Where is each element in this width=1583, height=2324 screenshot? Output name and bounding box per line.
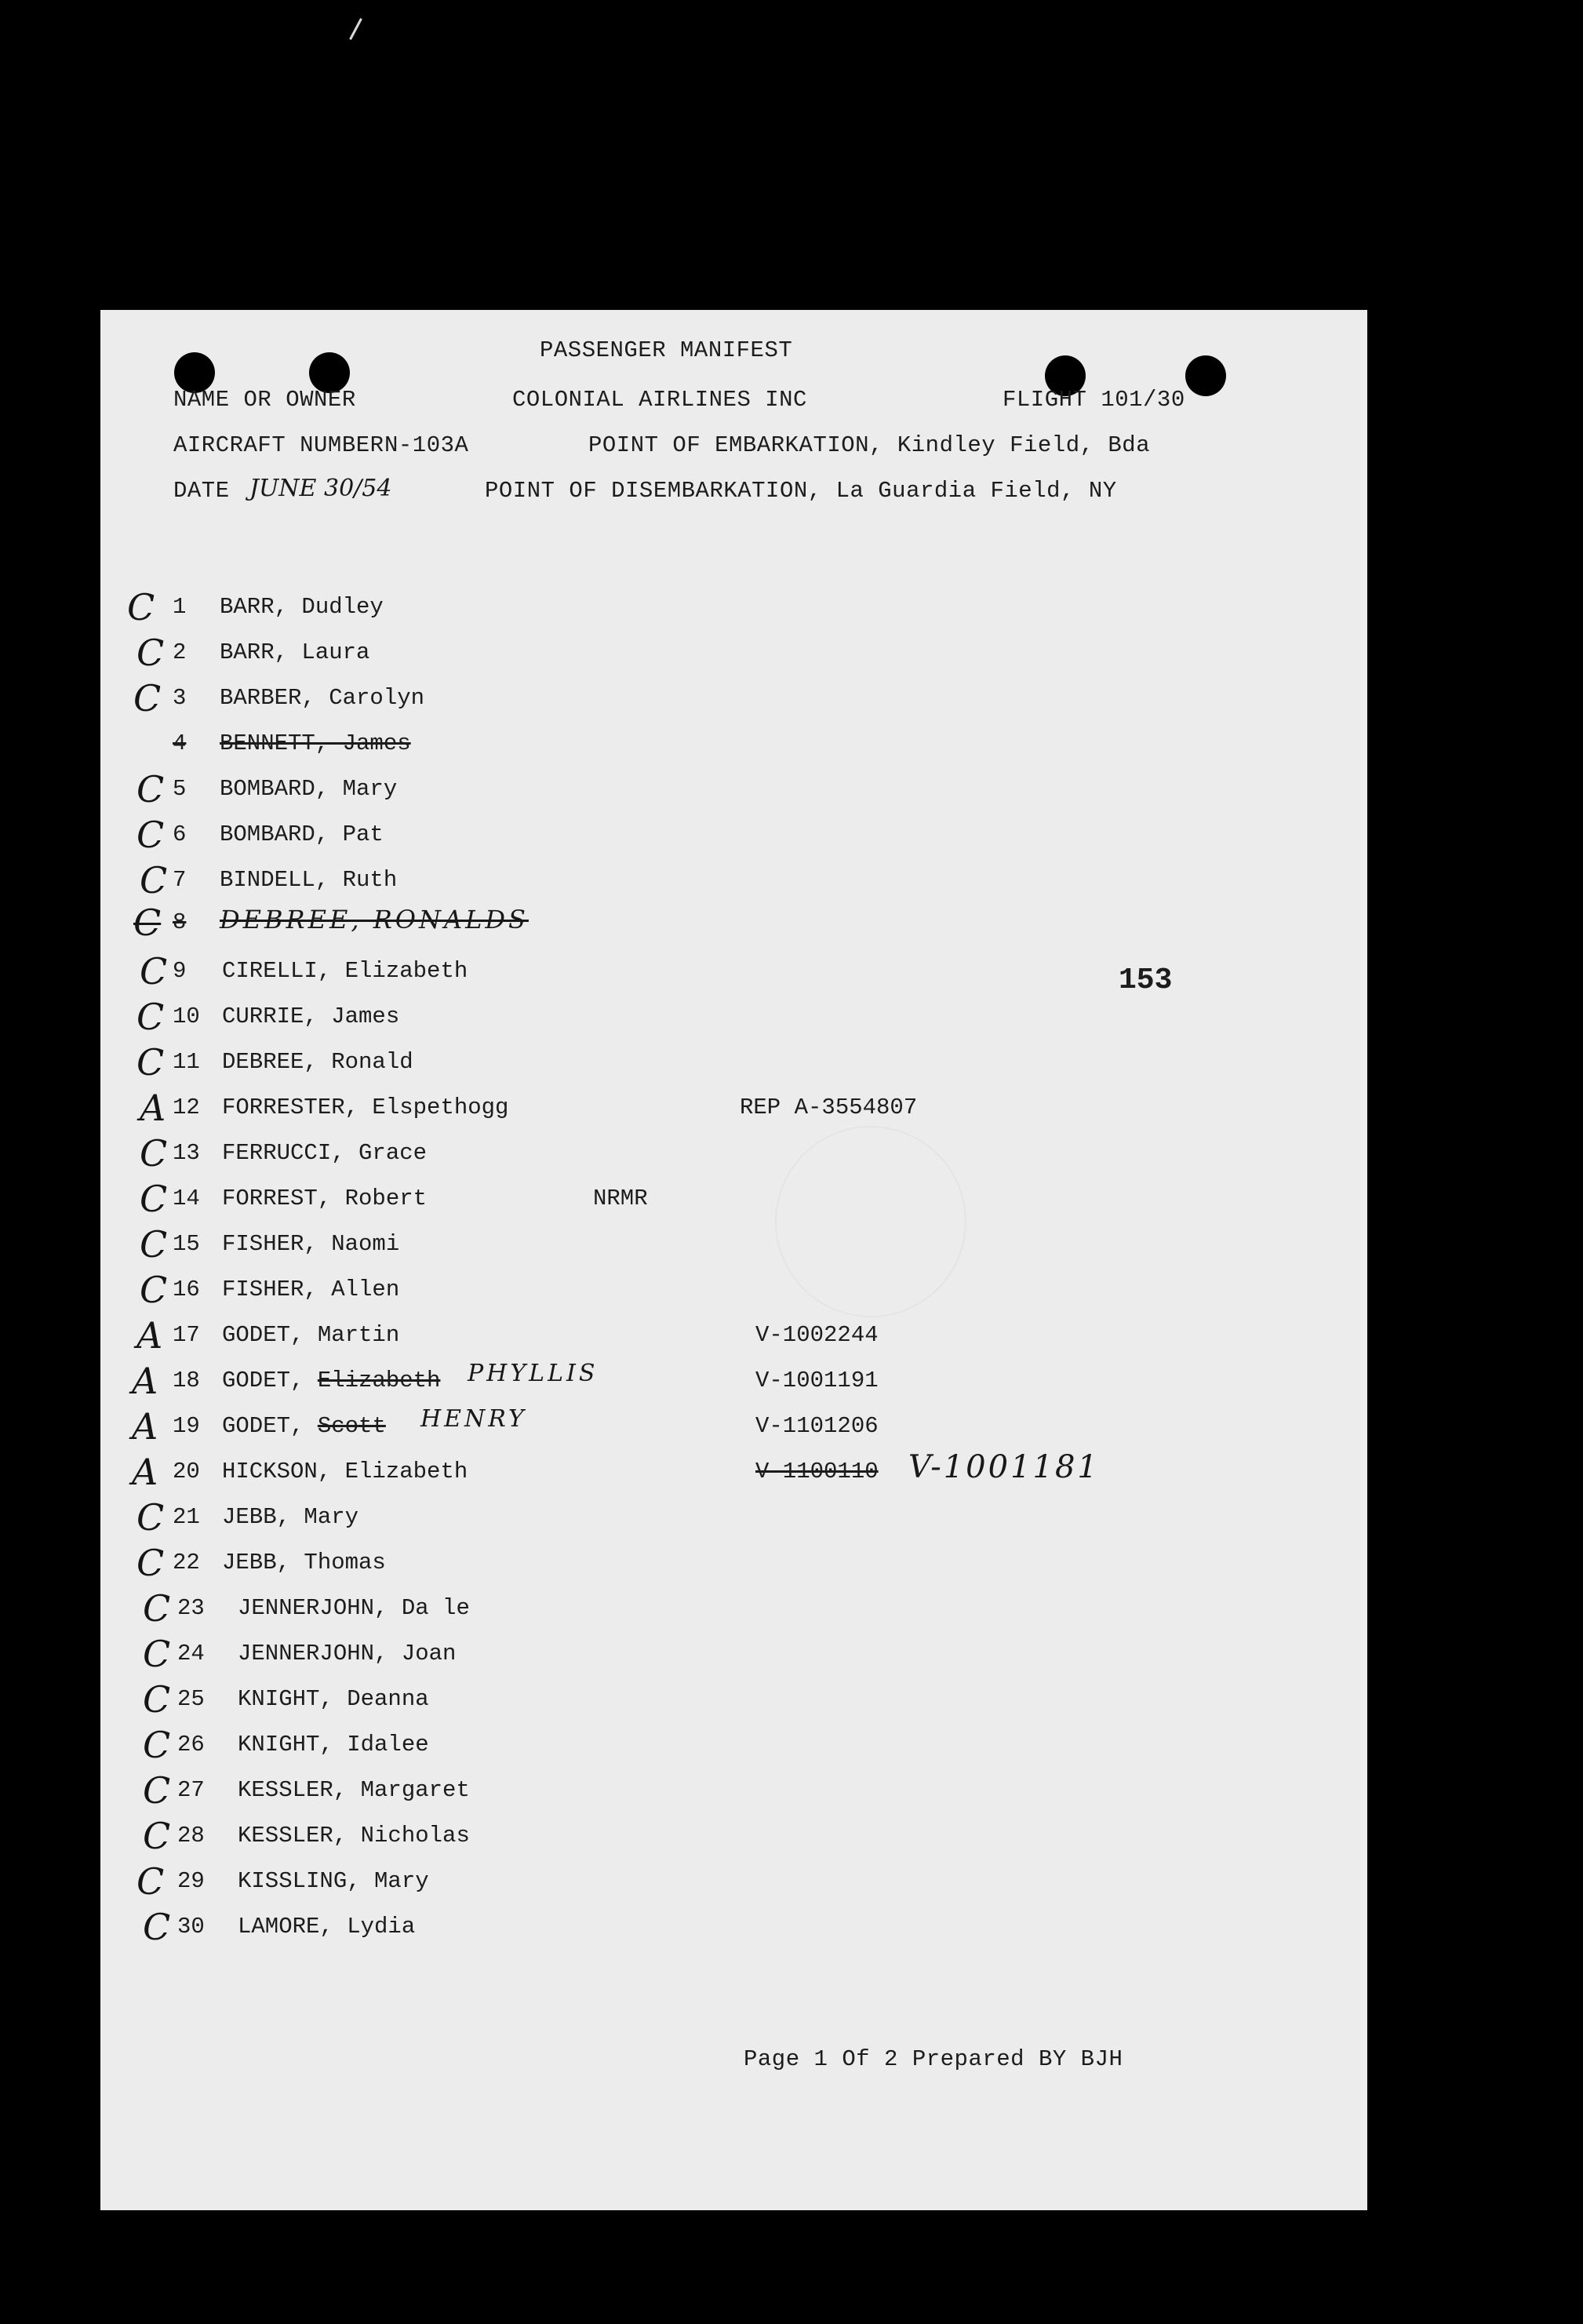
owner-value: COLONIAL AIRLINES INC [512,387,807,413]
passenger-name: CURRIE, James [222,1004,400,1029]
passenger-note: REP A-3554807 [740,1095,918,1120]
seq-number: 3 [173,685,187,711]
class-code: A [132,1405,158,1448]
passenger-name: JENNERJOHN, Da le [238,1595,470,1621]
class-code: C [140,950,168,993]
passenger-name: BOMBARD, Pat [220,821,384,847]
class-code: C [140,859,168,902]
owner-label: NAME OR OWNER [173,387,356,413]
note-correction: V-1001181 [908,1449,1100,1485]
passenger-name: CIRELLI, Elizabeth [222,958,468,984]
aircraft-number: N-103A [384,432,469,458]
passenger-name: JEBB, Thomas [222,1550,386,1575]
seq-number: 24 [177,1641,205,1667]
passenger-name-handwritten: DEBREE, RONALDS [220,905,529,934]
seq-number: 13 [173,1140,200,1166]
seq-number: 12 [173,1095,200,1120]
passenger-name: BARR, Dudley [220,594,384,620]
passenger-name: GODET, Scott [222,1413,386,1439]
passenger-name: KISSLING, Mary [238,1868,429,1894]
passenger-name: FORREST, Robert [222,1186,428,1211]
seq-number: 16 [173,1277,200,1302]
class-code: C [143,1633,171,1675]
disembarkation-point: POINT OF DISEMBARKATION, La Guardia Field, NY [485,478,1117,504]
class-code: C [140,1223,168,1266]
faint-stamp [775,1126,966,1317]
page-stamp-number: 153 [1119,963,1173,997]
seq-number: 17 [173,1322,200,1348]
class-code: C [127,586,155,628]
seq-number: 26 [177,1732,205,1758]
date-label: DATE [173,478,230,504]
seq-number: 23 [177,1595,205,1621]
class-code: A [136,1314,163,1357]
passenger-name: BARBER, Carolyn [220,685,425,711]
seq-number: 1 [173,594,187,620]
passenger-name: BINDELL, Ruth [220,867,398,893]
class-code: C [143,1815,171,1857]
passenger-name: KESSLER, Nicholas [238,1823,470,1849]
passenger-note: V-1100110 [755,1459,879,1484]
seq-number: 25 [177,1686,205,1712]
seq-number: 22 [173,1550,200,1575]
class-code: C [143,1906,171,1948]
seq-number: 27 [177,1777,205,1803]
class-code: A [132,1451,158,1493]
passenger-name: LAMORE, Lydia [238,1914,416,1940]
class-code: A [132,1360,158,1402]
class-code: C [136,996,165,1038]
stray-mark [349,18,362,40]
passenger-note: NRMR [593,1186,648,1211]
class-code: C [136,1542,165,1584]
date-value: JUNE 30/54 [249,475,392,502]
passenger-name: FISHER, Allen [222,1277,400,1302]
seq-number: 11 [173,1049,200,1075]
seq-number: 8 [173,909,187,935]
seq-number: 30 [177,1914,205,1940]
seq-number: 15 [173,1231,200,1257]
passenger-name: KNIGHT, Deanna [238,1686,429,1712]
seq-number: 4 [173,730,187,756]
seq-number: 19 [173,1413,200,1439]
struck-given-name: Elizabeth [317,1368,441,1393]
class-code: C [136,1496,165,1539]
passenger-note: V-1101206 [755,1413,879,1439]
seq-number: 6 [173,821,187,847]
passenger-name: GODET, Elizabeth [222,1368,441,1393]
seq-number: 20 [173,1459,200,1484]
class-code: C [133,902,162,944]
class-code: C [133,677,162,719]
seq-number: 9 [173,958,187,984]
flight-number: FLIGHT 101/30 [1003,387,1185,413]
seq-number: 7 [173,867,187,893]
class-code: C [143,1587,171,1630]
passenger-name: HICKSON, Elizabeth [222,1459,468,1484]
name-correction: HENRY [420,1405,527,1433]
seq-number: 21 [173,1504,200,1530]
passenger-name: FORRESTER, Elspethogg [222,1095,509,1120]
seq-number: 18 [173,1368,200,1393]
passenger-name: FERRUCCI, Grace [222,1140,428,1166]
passenger-note: V-1002244 [755,1322,879,1348]
seq-number: 10 [173,1004,200,1029]
binder-hole-4 [1185,355,1226,396]
class-code: C [136,814,165,856]
manifest-title: PASSENGER MANIFEST [540,337,793,363]
class-code: C [136,1041,165,1084]
struck-given-name: Scott [317,1413,386,1439]
embarkation-point: POINT OF EMBARKATION, Kindley Field, Bda [588,432,1151,458]
seq-number: 2 [173,639,187,665]
page-footer: Page 1 Of 2 Prepared BY BJH [744,2046,1123,2072]
passenger-name: KESSLER, Margaret [238,1777,470,1803]
passenger-name: DEBREE, Ronald [222,1049,413,1075]
aircraft-label: AIRCRAFT NUMBER [173,432,384,458]
class-code: C [136,1860,165,1903]
passenger-name: JEBB, Mary [222,1504,359,1530]
seq-number: 29 [177,1868,205,1894]
passenger-name: KNIGHT, Idalee [238,1732,429,1758]
passenger-name: BOMBARD, Mary [220,776,398,802]
manifest-page [100,310,1367,2210]
seq-number: 28 [177,1823,205,1849]
passenger-name: GODET, Martin [222,1322,400,1348]
class-code: C [143,1678,171,1721]
seq-number: 5 [173,776,187,802]
seq-number: 14 [173,1186,200,1211]
class-code: C [140,1269,168,1311]
class-code: C [140,1132,168,1175]
class-code: A [140,1087,166,1129]
passenger-name: BARR, Laura [220,639,370,665]
passenger-name: JENNERJOHN, Joan [238,1641,457,1667]
passenger-note: V-1001191 [755,1368,879,1393]
name-correction: PHYLLIS [468,1360,599,1387]
class-code: C [143,1769,171,1812]
passenger-name: FISHER, Naomi [222,1231,400,1257]
class-code: C [140,1178,168,1220]
class-code: C [136,768,165,810]
class-code: C [136,632,165,674]
passenger-name: BENNETT, James [220,730,411,756]
class-code: C [143,1724,171,1766]
